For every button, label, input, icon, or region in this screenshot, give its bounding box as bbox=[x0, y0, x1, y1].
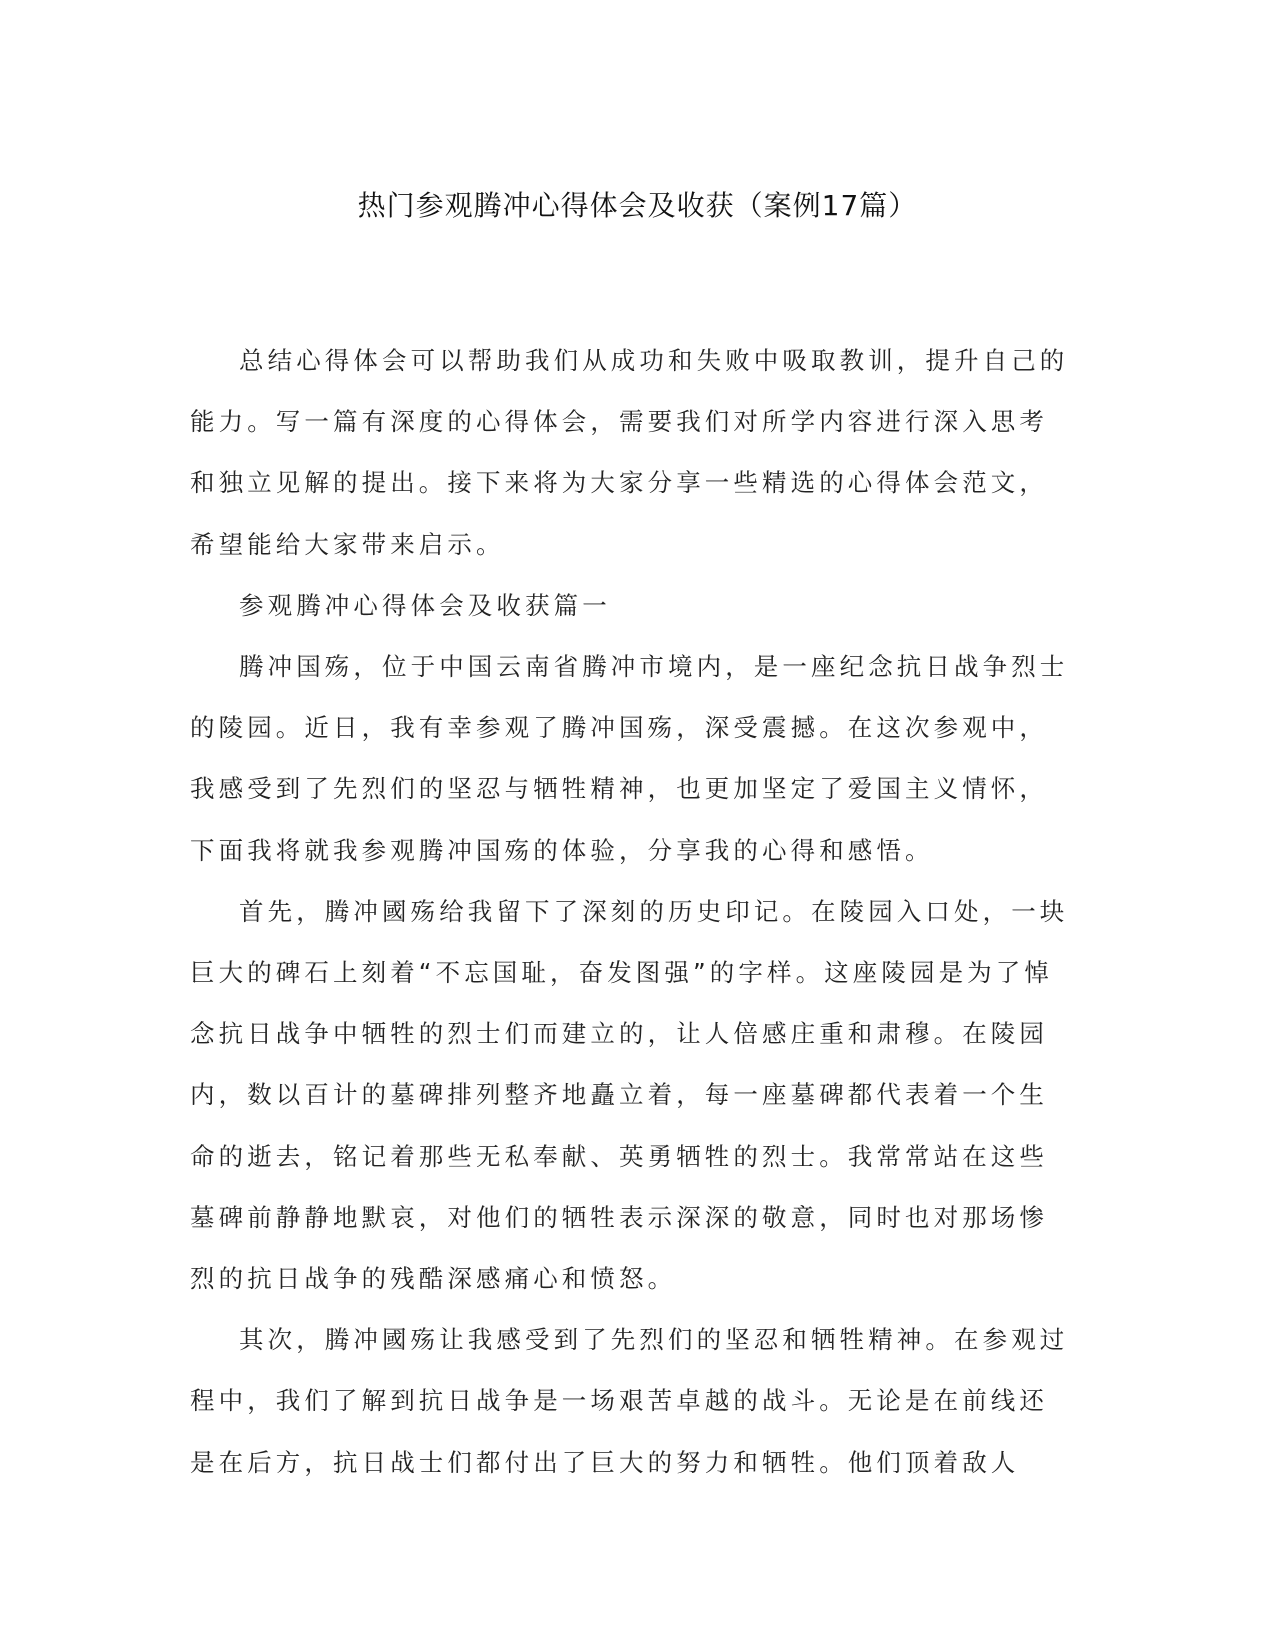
body-paragraph: 其次，腾冲國殇让我感受到了先烈们的坚忍和牺牲精神。在参观过程中，我们了解到抗日战争是一场艰苦卓越的战斗。无论是在前线还是在后方，抗日战士们都付出了巨大的努力和牺牲。他们顶着敌人 bbox=[190, 1325, 1069, 1477]
intro-paragraph: 总结心得体会可以帮助我们从成功和失败中吸取教训，提升自己的能力。写一篇有深度的心得体会，需要我们对所学内容进行深入思考和独立见解的提出。接下来将为大家分享一些精选的心得体会范文，希望能给大家带来启示。 bbox=[190, 346, 1069, 559]
document-title: 热门参观腾冲心得体会及收获（案例17篇） bbox=[357, 189, 918, 222]
section-heading: 参观腾冲心得体会及收获篇一 bbox=[239, 590, 611, 620]
document-body bbox=[190, 330, 1070, 1493]
body-paragraph: 首先，腾冲國殇给我留下了深刻的历史印记。在陵园入口处，一块巨大的碑石上刻着“不忘国耻，奋发图强”的字样。这座陵园是为了悼念抗日战争中牺牲的烈士们而建立的，让人倍感庄重和肃穆。在陵园内，数以百计的墓碑排列整齐地矗立着，每一座墓碑都代表着一个生命的逝去，铭记着那些无私奉献、英勇牺牲的烈士。我常常站在这些墓碑前静静地默哀，对他们的牺牲表示深深的敬意，同时也对那场惨烈的抗日战争的残酷深感痛心和愤怒。 bbox=[190, 896, 1069, 1294]
body-paragraph: 腾冲国殇，位于中国云南省腾冲市境内，是一座纪念抗日战争烈士的陵园。近日，我有幸参观了腾冲国殇，深受震撼。在这次参观中，我感受到了先烈们的坚忍与牺牲精神，也更加坚定了爱国主义情怀，下面我将就我参观腾冲国殇的体验，分享我的心得和感悟。 bbox=[190, 652, 1069, 865]
